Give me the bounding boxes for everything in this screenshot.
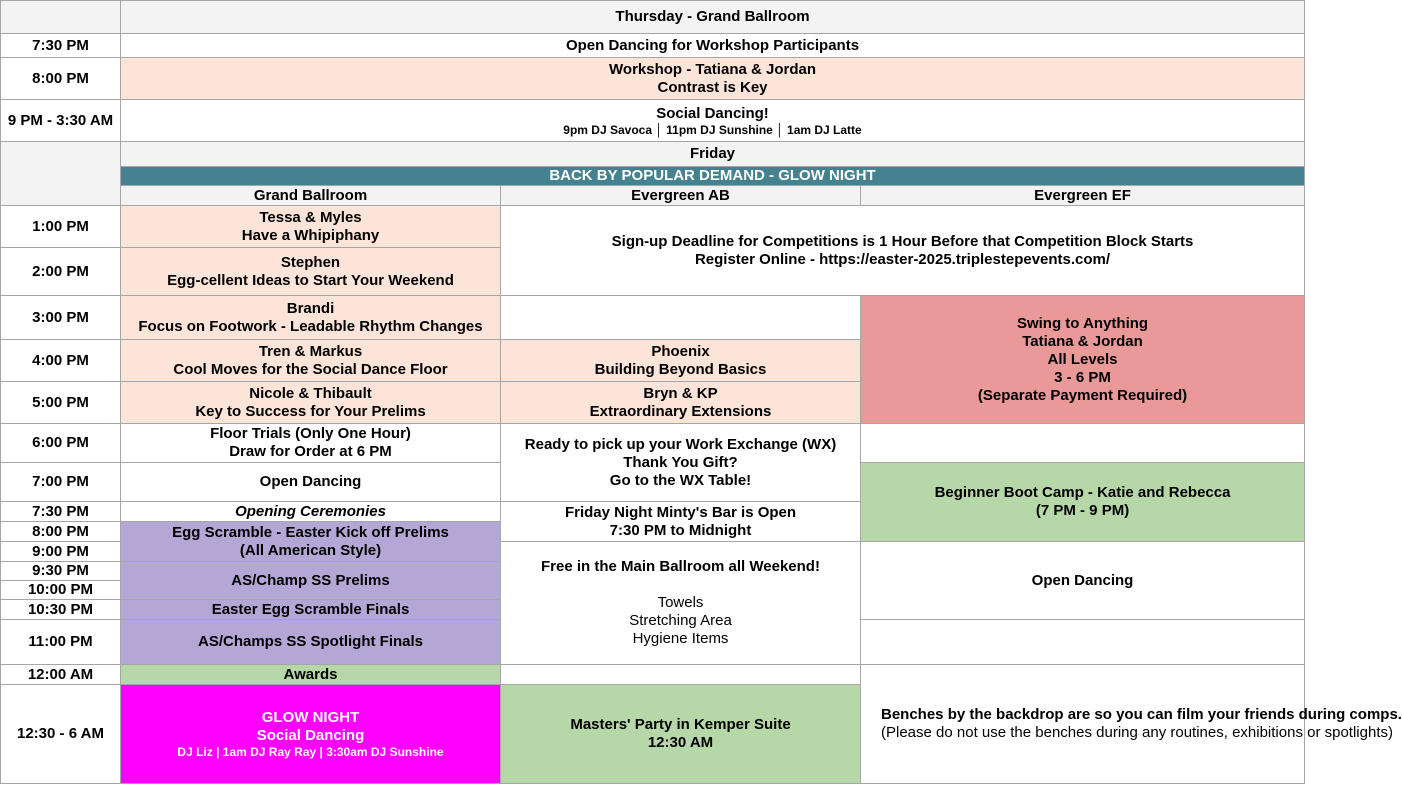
friday-corner-cell — [1, 142, 121, 206]
event-as-champ-prelims: AS/Champ SS Prelims — [121, 562, 501, 600]
glow-night-dj-list: DJ Liz | 1am DJ Ray Ray | 3:30am DJ Sunshine — [177, 745, 444, 759]
event-beginner-boot-camp: Beginner Boot Camp - Katie and Rebecca (7 PM - 9 PM) — [861, 463, 1305, 542]
event-ef-open-dancing: Open Dancing — [861, 542, 1305, 620]
event-tren-markus: Tren & Markus Cool Moves for the Social Dance Floor — [121, 340, 501, 382]
time-cell: 2:00 PM — [1, 248, 121, 296]
glow-night-banner: BACK BY POPULAR DEMAND - GLOW NIGHT — [121, 167, 1305, 186]
event-phoenix: Phoenix Building Beyond Basics — [501, 340, 861, 382]
event-open-dancing: Open Dancing — [121, 463, 501, 502]
empty-cell — [501, 296, 861, 340]
room-header-grand-ballroom: Grand Ballroom — [121, 186, 501, 206]
event-awards: Awards — [121, 665, 501, 685]
amenity-item: Towels — [657, 594, 704, 611]
thursday-header: Thursday - Grand Ballroom — [121, 1, 1305, 34]
time-cell: 12:00 AM — [1, 665, 121, 685]
time-cell: 7:30 PM — [1, 34, 121, 58]
time-cell: 11:00 PM — [1, 620, 121, 665]
mintys-bar-notice: Friday Night Minty's Bar is Open 7:30 PM to Midnight — [501, 502, 861, 542]
time-cell: 3:00 PM — [1, 296, 121, 340]
event-easter-egg-finals: Easter Egg Scramble Finals — [121, 600, 501, 620]
room-header-evergreen-ab: Evergreen AB — [501, 186, 861, 206]
time-cell: 8:00 PM — [1, 522, 121, 542]
amenity-item: Hygiene Items — [632, 630, 729, 647]
event-masters-party: Masters' Party in Kemper Suite 12:30 AM — [501, 685, 861, 784]
event-stephen: Stephen Egg-cellent Ideas to Start Your Weekend — [121, 248, 501, 296]
thursday-corner-cell — [1, 1, 121, 34]
time-cell: 9:30 PM — [1, 562, 121, 581]
free-amenities-notice: Free in the Main Ballroom all Weekend! Towels Stretching Area Hygiene Items — [501, 542, 861, 665]
time-cell: 7:00 PM — [1, 463, 121, 502]
time-cell: 7:30 PM — [1, 502, 121, 522]
event-tessa-myles: Tessa & Myles Have a Whipiphany — [121, 206, 501, 248]
empty-cell — [861, 424, 1305, 463]
thursday-event-social: Social Dancing! 9pm DJ Savoca │ 11pm DJ Sunshine │ 1am DJ Latte — [121, 100, 1305, 142]
event-opening-ceremonies: Opening Ceremonies — [121, 502, 501, 522]
time-cell: 9 PM - 3:30 AM — [1, 100, 121, 142]
event-egg-scramble-prelims: Egg Scramble - Easter Kick off Prelims (All American Style) — [121, 522, 501, 562]
event-floor-trials: Floor Trials (Only One Hour) Draw for Order at 6 PM — [121, 424, 501, 463]
time-cell: 9:00 PM — [1, 542, 121, 562]
time-cell: 4:00 PM — [1, 340, 121, 382]
time-cell: 6:00 PM — [1, 424, 121, 463]
time-cell: 1:00 PM — [1, 206, 121, 248]
time-cell: 5:00 PM — [1, 382, 121, 424]
room-header-evergreen-ef: Evergreen EF — [861, 186, 1305, 206]
event-glow-night: GLOW NIGHT Social Dancing DJ Liz | 1am DJ Ray Ray | 3:30am DJ Sunshine — [121, 685, 501, 784]
time-cell: 8:00 PM — [1, 58, 121, 100]
event-nicole-thibault: Nicole & Thibault Key to Success for Your Prelims — [121, 382, 501, 424]
time-cell: 10:30 PM — [1, 600, 121, 620]
event-spotlight-finals: AS/Champs SS Spotlight Finals — [121, 620, 501, 665]
friday-header: Friday — [121, 142, 1305, 167]
work-exchange-notice: Ready to pick up your Work Exchange (WX) Thank You Gift? Go to the WX Table! — [501, 424, 861, 502]
event-brandi: Brandi Focus on Footwork - Leadable Rhythm Changes — [121, 296, 501, 340]
event-swing-to-anything: Swing to Anything Tatiana & Jordan All Levels 3 - 6 PM (Separate Payment Required) — [861, 296, 1305, 424]
benches-notice: Benches by the backdrop are so you can film your friends during comps. (Please do not use the benches during any routines, exhibitions or spotlights) — [861, 665, 1305, 784]
time-cell: 10:00 PM — [1, 581, 121, 600]
empty-cell — [861, 620, 1305, 665]
amenity-item: Stretching Area — [629, 612, 732, 629]
thursday-event-open-dancing: Open Dancing for Workshop Participants — [121, 34, 1305, 58]
empty-cell — [501, 665, 861, 685]
signup-deadline-notice: Sign-up Deadline for Competitions is 1 Hour Before that Competition Block Starts Register Online - https://easter-2025.triplestepevents.com/ — [501, 206, 1305, 296]
event-bryn-kp: Bryn & KP Extraordinary Extensions — [501, 382, 861, 424]
thursday-event-workshop: Workshop - Tatiana & Jordan Contrast is Key — [121, 58, 1305, 100]
time-cell: 12:30 - 6 AM — [1, 685, 121, 784]
thursday-dj-list: 9pm DJ Savoca │ 11pm DJ Sunshine │ 1am DJ Latte — [563, 122, 862, 137]
